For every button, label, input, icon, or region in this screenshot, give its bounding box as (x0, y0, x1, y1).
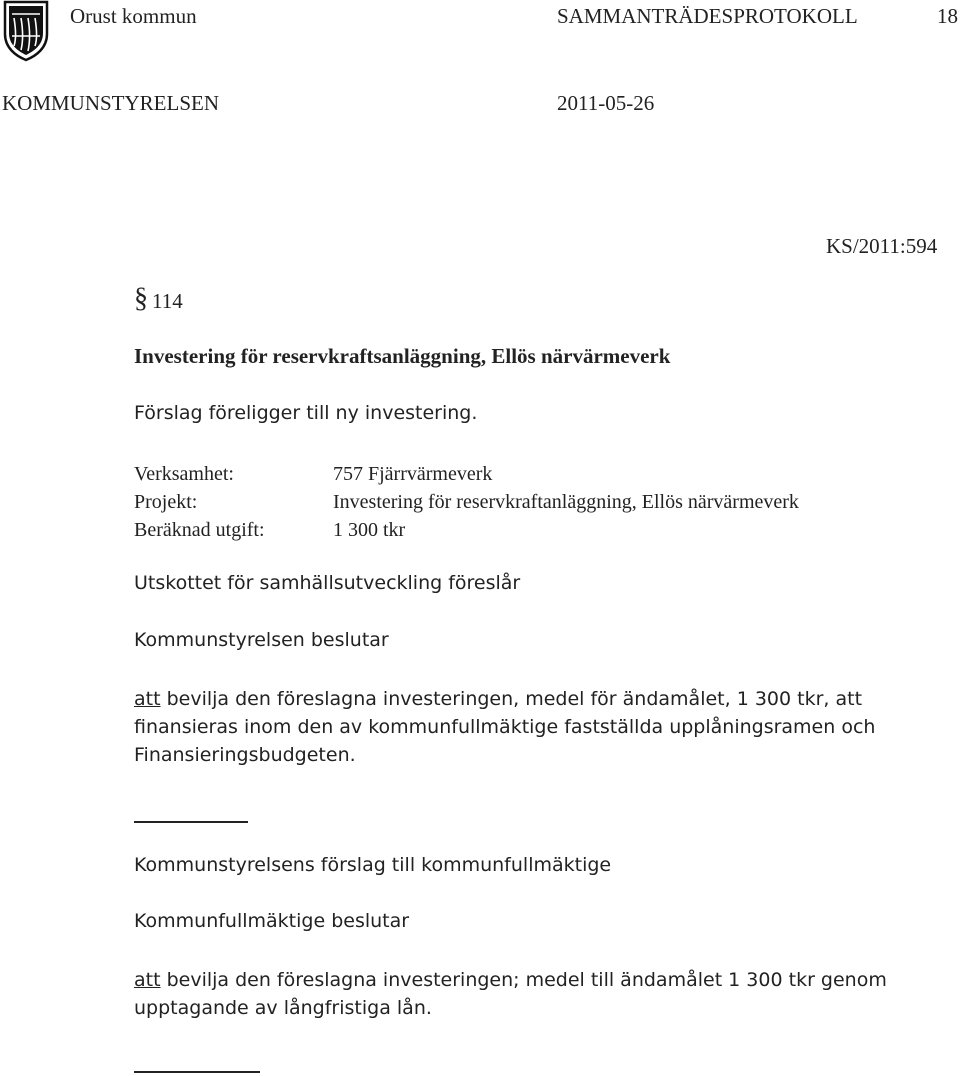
committee-decision-heading: Kommunstyrelsen beslutar (134, 629, 389, 651)
detail-value: Investering för reservkraftanläggning, Ellös närvärmeverk (333, 491, 799, 513)
decision-line: upptagande av långfristiga lån. (134, 997, 432, 1019)
council-decision-text (134, 966, 887, 1022)
section-symbol: § (134, 283, 148, 314)
header-page-number: 18 (937, 4, 958, 28)
council-proposal-heading: Kommunstyrelsens förslag till kommunfullmäktige (134, 854, 612, 876)
council-decision-heading: Kommunfullmäktige beslutar (134, 910, 410, 932)
header-municipality: Orust kommun (70, 4, 197, 28)
detail-label: Projekt: (134, 491, 198, 513)
section-divider-bottom (134, 1071, 260, 1073)
detail-label: Verksamhet: (134, 463, 234, 485)
header-date: 2011-05-26 (557, 91, 655, 115)
committee-decision-text (134, 685, 875, 769)
details-labels (134, 460, 265, 544)
case-reference: KS/2011:594 (826, 234, 938, 258)
section-divider (134, 821, 248, 823)
case-title: Investering för reservkraftsanläggning, Ellös närvärmeverk (134, 344, 671, 368)
details-values (333, 460, 799, 544)
case-intro: Förslag föreligger till ny investering. (134, 402, 478, 424)
decision-line: Finansieringsbudgeten. (134, 744, 356, 766)
att-keyword: att (134, 688, 161, 710)
detail-value: 757 Fjärrvärmeverk (333, 463, 493, 485)
municipality-coat-of-arms (2, 0, 50, 62)
section-number: 114 (152, 289, 183, 313)
decision-line: finansieras inom den av kommunfullmäktige fastställda upplåningsramen och (134, 716, 876, 738)
decision-line: att bevilja den föreslagna investeringen; medel till ändamålet 1 300 tkr genom (134, 969, 887, 991)
detail-label: Beräknad utgift: (134, 519, 265, 541)
committee-proposal-heading: Utskottet för samhällsutveckling föreslår (134, 572, 521, 594)
decision-line: att bevilja den föreslagna investeringen, medel för ändamålet, 1 300 tkr, att (134, 688, 863, 710)
att-keyword: att (134, 969, 161, 991)
header-board: KOMMUNSTYRELSEN (2, 91, 220, 115)
detail-value: 1 300 tkr (333, 519, 406, 541)
header-protocol-title: SAMMANTRÄDESPROTOKOLL (557, 4, 858, 28)
